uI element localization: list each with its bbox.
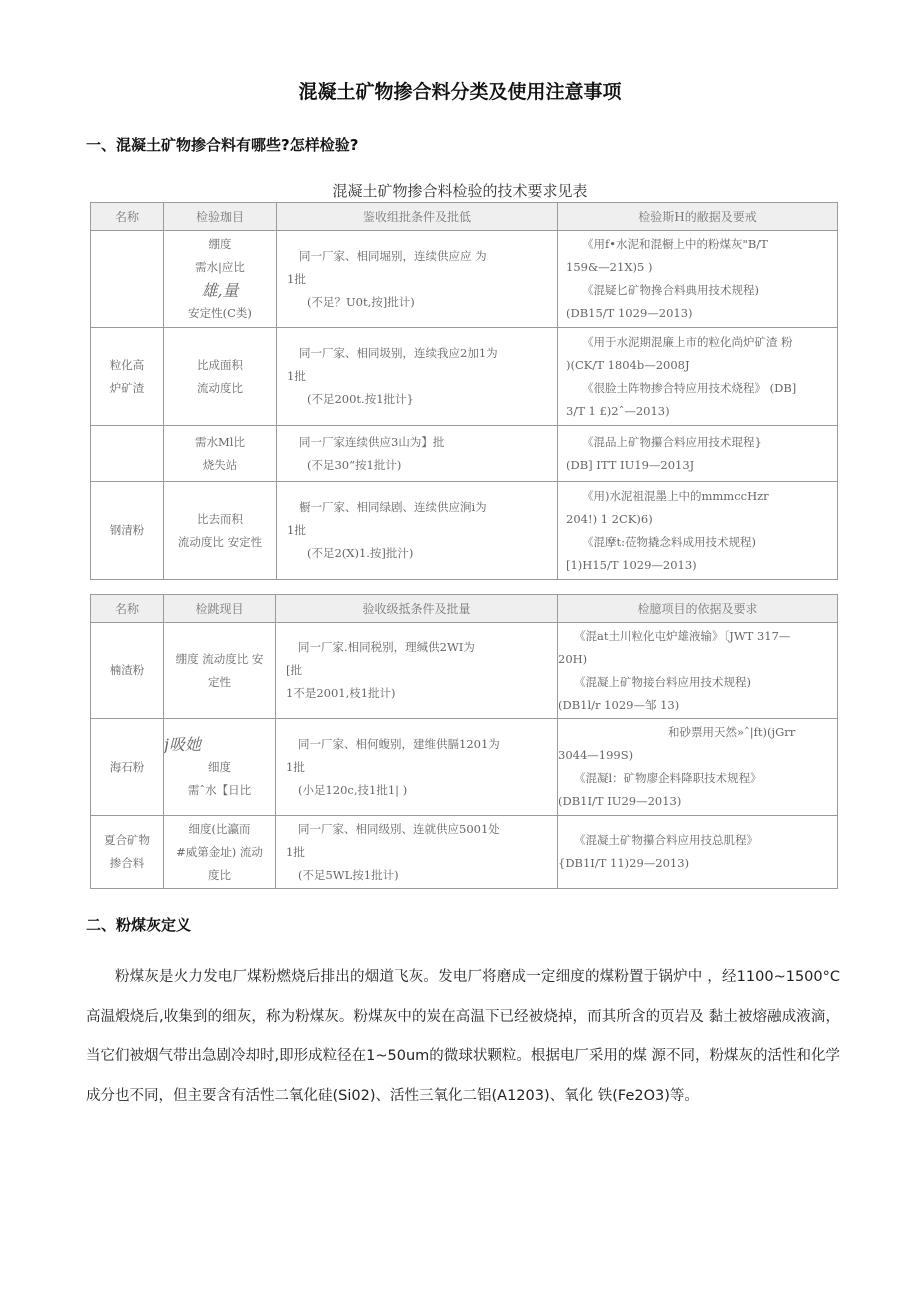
- header-items: 检跳现目: [164, 595, 276, 623]
- item-line: 流动度比 安定性: [177, 534, 263, 549]
- batch-line: 1批: [287, 369, 306, 383]
- basis-line: 《混凝l：矿物廖企料降职技术规程》: [574, 771, 762, 785]
- item-line: j吸她: [164, 734, 201, 754]
- batch-line: 橱一厂家、相同绿剧、连续供应涧i为: [299, 500, 487, 514]
- batch-line: (不足5WL按1批计): [298, 867, 399, 882]
- batch-line: [批: [286, 663, 302, 677]
- batch-line: 1批: [286, 759, 305, 774]
- header-basis: 检臆项目的依据及要求: [558, 595, 838, 623]
- cell-name: 粒化高 炉矿渣: [91, 328, 164, 426]
- page-title: 混凝土矿物掺合料分类及使用注意事项: [298, 81, 622, 103]
- cell-items: [164, 328, 277, 426]
- cell-name: [91, 719, 164, 816]
- basis-line: 《混凝上矿物接台料应用技术规程): [574, 674, 751, 689]
- header-batch: 鉴收组批条件及批低: [277, 203, 558, 231]
- batch-line: (小足120c,技1批1| ): [298, 782, 408, 797]
- table-header-row: [91, 595, 838, 623]
- item-line: 需水Ml比: [195, 434, 245, 449]
- basis-line: )(CK/T 1804b—2008J: [566, 357, 690, 372]
- cell-name: [91, 482, 164, 580]
- header-batch: 验收级抵条件及批量: [276, 595, 558, 623]
- cell-name-text: 楠渣粉: [109, 663, 145, 677]
- basis-line: (DB1l/r 1029—邹 13): [558, 697, 680, 712]
- batch-line: 同一厂家、相同堀别，连续供应应 为: [299, 248, 487, 263]
- item-line: 绷度: [208, 237, 232, 251]
- cell-batch: [276, 719, 558, 816]
- cell-batch: [277, 482, 558, 580]
- cell-batch: [277, 231, 558, 328]
- table-header-row: [91, 203, 838, 231]
- item-line: 烧失站: [202, 457, 238, 472]
- cell-basis: [558, 623, 838, 719]
- batch-line: 1不是2001,枝1批计): [286, 686, 396, 700]
- cell-items: [164, 816, 276, 889]
- cell-items: [164, 426, 277, 482]
- item-line: 绷度 流动度比 安: [175, 651, 264, 666]
- header-basis: 检验斯H的敝据及要戒: [558, 203, 838, 231]
- header-name: 名称: [91, 203, 164, 231]
- basis-line: 《很脸土阵物掺合特应用技术烧程》 (DB]: [582, 380, 797, 395]
- item-line: #威第金址) 流动: [176, 844, 263, 859]
- table-caption: 混凝土矿物掺合料检验的技术要求见表: [332, 182, 588, 200]
- item-line: 流动度比: [197, 380, 243, 395]
- basis-line: (DB1I/T IU29—2013): [558, 794, 682, 808]
- cell-basis: [558, 231, 838, 328]
- cell-name: [91, 426, 164, 482]
- table-row: [91, 816, 838, 889]
- body-paragraph: 粉煤灰是火力发电厂煤粉燃烧后排出的烟道飞灰。发电厂将磨成一定细度的煤粉置于锅炉中 ，经1100~1500°C高温煅烧后,收集到的细灰，称为粉煤灰。粉煤灰中的炭在高温下已经被烧掉，而其所含的页岩及 黏土被熔融成液滴，当它们被烟气带出急剧冷却时,即形成粒径在1~50um的微球状颗粒。根据电厂采用的煤 源不同，粉煤灰的活性和化学成分也不同，但主要含有活性二氧化硅(Si02)、活性三氧化二铝(A1203)、氧化 铁(Fe2O3)等。: [86, 969, 840, 1104]
- basis-line: (DB15/T 1029—2013): [566, 306, 693, 320]
- cell-batch: [276, 816, 558, 889]
- cell-items: [164, 719, 276, 816]
- cell-basis: [558, 719, 838, 816]
- cell-items: [164, 623, 276, 719]
- item-line: 安定性(C类): [188, 306, 252, 320]
- basis-line: 和砂票用天然»ˆ|ft)(jGrr: [668, 725, 796, 739]
- cell-name: [91, 623, 164, 719]
- basis-line: 《混摩t:莅物撬念料成用技术规程): [582, 534, 756, 549]
- basis-line: 159&—21X)5 ): [566, 260, 653, 274]
- item-line: 定性: [208, 674, 231, 689]
- cell-name: [91, 231, 164, 328]
- batch-line: 同一厂家、相同级別、连就供应5001处: [298, 821, 500, 836]
- table-row: [91, 719, 838, 816]
- cell-name-text: 海石粉: [109, 759, 145, 774]
- batch-line: 同一厂家、相何蝮别，建维供膈1201为: [298, 736, 500, 751]
- table-row: [91, 426, 838, 482]
- batch-line: 同一厂家.相同税别，理缄供2WI为: [298, 640, 475, 654]
- batch-line: 同一厂家连续供应3山为】批: [299, 434, 445, 449]
- item-line: 需水|应比: [195, 260, 245, 274]
- header-items: 检验珈目: [164, 203, 277, 231]
- cell-batch: [276, 623, 558, 719]
- basis-line: 3/T 1 £)2ˆ—2013): [566, 403, 670, 418]
- item-line: 比去而积: [197, 511, 243, 526]
- table-row: [91, 231, 838, 328]
- table-row: [91, 623, 838, 719]
- item-line: 度比: [208, 867, 231, 882]
- fly-ash-definition: [86, 958, 840, 1116]
- batch-line: (不足30“按1批计): [307, 457, 402, 472]
- batch-line: (不足2(X)1.按]批汁): [307, 546, 414, 560]
- batch-line: 1批: [287, 523, 306, 537]
- cell-name: 夏合矿物 掺合料: [91, 816, 164, 889]
- basis-line: {DB1I/T 11)29—2013): [558, 856, 690, 870]
- cell-batch: [277, 328, 558, 426]
- basis-line: 《混疑匕矿物搀合料典用技术规程): [582, 283, 759, 297]
- basis-line: 《混凝土矿物攥合料应用技总肌程》: [574, 833, 758, 847]
- section-2-heading: 二、粉煤灰定义: [86, 916, 192, 934]
- basis-line: (DB] ITT IU19—2013J: [566, 457, 695, 472]
- item-line: 比成面积: [197, 357, 243, 372]
- table-row: [91, 328, 838, 426]
- header-name: 名称: [91, 595, 164, 623]
- basis-line: 20H): [558, 651, 588, 666]
- basis-line: 《混at土川粒化屯炉雄液输》〔JWT 317—: [574, 628, 791, 643]
- basis-line: 《用f•水泥和混橱上中的粉煤灰"B/T: [582, 237, 768, 251]
- basis-line: 204!) 1 2CK)6): [566, 511, 653, 526]
- cell-basis: [558, 816, 838, 889]
- item-line: 细度(比瀛而: [188, 821, 251, 836]
- cell-basis: [558, 328, 838, 426]
- cell-basis: [558, 426, 838, 482]
- basis-line: 3044—199S): [558, 748, 634, 762]
- cell-items: [164, 482, 277, 580]
- basis-line: 《用于水泥期混廉上市的粒化尚炉矿渣 粉: [582, 334, 793, 349]
- table-row: [91, 482, 838, 580]
- item-line: 需ˆ水【日比: [187, 782, 252, 797]
- requirements-table-1: [90, 202, 838, 580]
- basis-line: [1)H15/T 1029—2013): [566, 557, 697, 572]
- batch-line: 同一厂家、相同圾别，连续我应2加1为: [299, 346, 498, 360]
- batch-line: 1批: [286, 844, 305, 859]
- cell-items: [164, 231, 277, 328]
- batch-line: (不足200t.按1批计}: [307, 392, 414, 406]
- section-1-heading: 一、混凝土矿物掺合料有哪些?怎样检验?: [86, 136, 359, 154]
- basis-line: 《用)水泥祖混墨上中的mmmccHzr: [582, 488, 769, 503]
- requirements-table-2: [90, 594, 838, 889]
- cell-basis: [558, 482, 838, 580]
- batch-line: 1批: [287, 271, 306, 286]
- basis-line: 《混品上矿物攥合料应用技术琨程}: [582, 434, 762, 449]
- item-line: 雄,量: [201, 281, 239, 300]
- item-line: 细度: [208, 759, 231, 774]
- cell-batch: [277, 426, 558, 482]
- batch-line: (不足？U0t,按]批计): [307, 294, 415, 309]
- cell-name-text: 钢清粉: [109, 523, 145, 537]
